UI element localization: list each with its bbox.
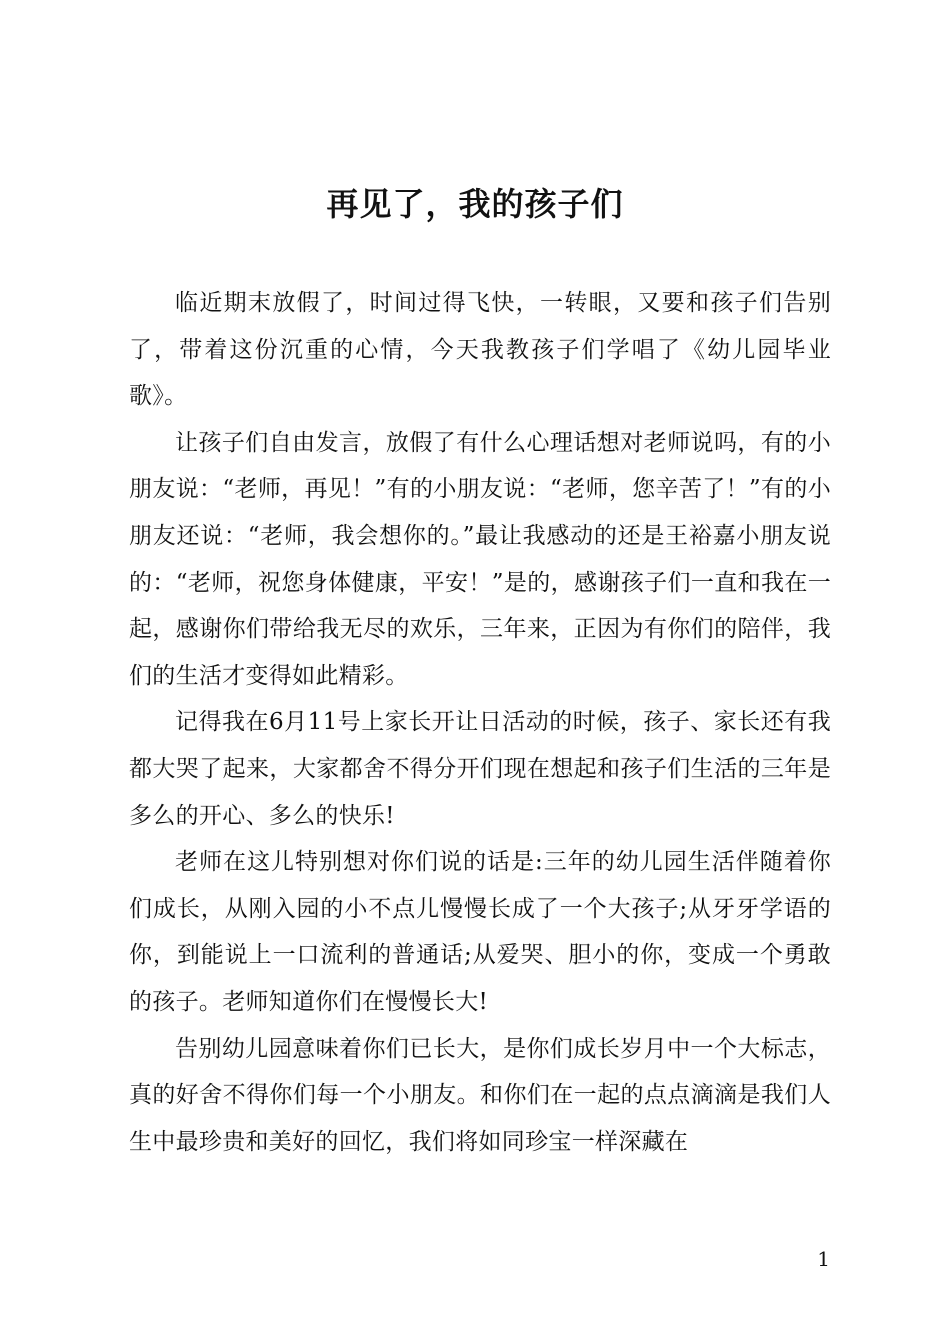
page-title: 再见了，我的孩子们: [326, 185, 624, 223]
paragraph-2: 让孩子们自由发言，放假了有什么心理话想对老师说吗，有的小朋友说：“老师，再见！”有的小朋友说：“老师，您辛苦了！”有的小朋友还说：“老师，我会想你的。”最让我感动的还是王裕嘉小朋友说的：“老师，祝您身体健康，平安！”是的，感谢孩子们一直和我在一起，感谢你们带给我无尽的欢乐，三年来，正因为有你们的陪伴，我们的生活才变得如此精彩。: [129, 429, 831, 689]
paragraph-3: 记得我在6月11号上家长开让日活动的时候，孩子、家长还有我都大哭了起来，大家都舍不得分开们现在想起和孩子们生活的三年是多么的开心、多么的快乐!: [129, 709, 831, 829]
paragraph-1: 临近期末放假了，时间过得飞快，一转眼，又要和孩子们告别了，带着这份沉重的心情，今天我教孩子们学唱了《幼儿园毕业歌》。: [129, 290, 831, 410]
page-number: 1: [817, 1247, 830, 1271]
paragraph-5: 告别幼儿园意味着你们已长大，是你们成长岁月中一个大标志，真的好舍不得你们每一个小朋友。和你们在一起的点点滴滴是我们人生中最珍贵和美好的回忆，我们将如同珍宝一样深藏在: [129, 1035, 831, 1155]
document-body: [129, 280, 831, 1165]
paragraph-4: 老师在这儿特别想对你们说的话是:三年的幼儿园生活伴随着你们成长，从刚入园的小不点儿慢慢长成了一个大孩子;从牙牙学语的你，到能说上一口流利的普通话;从爱哭、胆小的你，变成一个勇敢的孩子。老师知道你们在慢慢长大!: [129, 849, 831, 1015]
